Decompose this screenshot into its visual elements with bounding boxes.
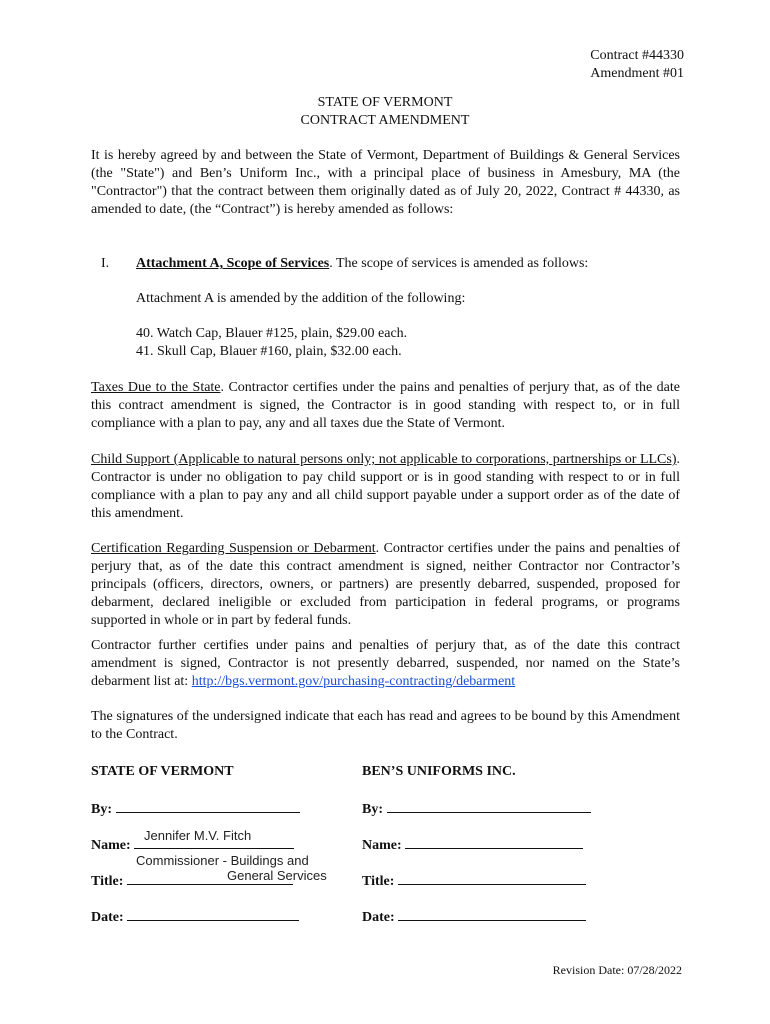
right-by-row [362, 798, 591, 819]
right-name-label: Name: [362, 838, 402, 853]
revision-date: Revision Date: 07/28/2022 [552, 963, 682, 977]
section-lead: Attachment A is amended by the addition of the following: [136, 291, 466, 306]
left-date-line[interactable] [127, 906, 299, 921]
intro-paragraph: It is hereby agreed by and between the State of Vermont, Department of Buildings & General Services (the "State") and Ben’s Uniform Inc., with a principal place of business in Amesbury, MA (the "Contractor") that the contract between them originally dated as of July 20, 2022, Contract # 44330, as amended to date, (the “Contract”) is hereby amended as follows: [91, 148, 680, 217]
child-support-paragraph [91, 451, 680, 523]
child-support-body: . Contractor is under no obligation to pay child support or is in good standing with respect to or in full compliance with a plan to pay any and all child support payable under a support order as of the date of this amendment. [91, 452, 680, 521]
contract-number: Contract #44330 [590, 48, 684, 63]
child-support-heading: Child Support (Applicable to natural persons only; not applicable to corporations, partnerships or LLCs) [91, 452, 677, 467]
further-body: Contractor further certifies under pains and penalties of perjury that, as of the date this contract amendment is signed, Contractor is not presently debarred, suspended, nor named on the State’s debarment list at: [91, 638, 680, 689]
title-line-2: CONTRACT AMENDMENT [300, 113, 470, 128]
right-by-signature-line[interactable] [387, 798, 591, 813]
left-name-label: Name: [91, 838, 131, 853]
line-item-41: 41. Skull Cap, Blauer #160, plain, $32.00 each. [136, 344, 402, 359]
certification-paragraph [91, 540, 680, 630]
document-title [0, 94, 770, 130]
certification-body: . Contractor certifies under the pains and penalties of perjury that, as of the date this contract amendment is signed, neither Contractor nor Contractor’s principals (officers, directors, owners, or partners) are presently debarred, suspended, proposed for debarment, declared ineligible or excluded from participation in federal programs, or programs supported in whole or in part by federal funds. [91, 541, 680, 628]
left-name-value: Jennifer M.V. Fitch [144, 828, 252, 843]
right-date-row [362, 906, 586, 927]
right-date-line[interactable] [398, 906, 586, 921]
left-by-label: By: [91, 802, 112, 817]
left-title-line[interactable] [127, 870, 293, 885]
certification-heading: Certification Regarding Suspension or Debarment [91, 541, 376, 556]
line-item-40: 40. Watch Cap, Blauer #125, plain, $29.00 each. [136, 326, 408, 341]
party-state-of-vermont: STATE OF VERMONT [91, 764, 234, 779]
left-title-label: Title: [91, 874, 124, 889]
taxes-heading: Taxes Due to the State [91, 380, 221, 395]
left-date-label: Date: [91, 910, 124, 925]
right-name-row [362, 834, 583, 855]
left-by-signature-line[interactable] [116, 798, 300, 813]
taxes-paragraph [91, 379, 680, 433]
left-title-value-line1: Commissioner - Buildings and [136, 853, 309, 868]
section-numeral: I. [101, 256, 110, 271]
section-heading-tail: . The scope of services is amended as follows: [329, 256, 589, 271]
right-date-label: Date: [362, 910, 395, 925]
right-title-label: Title: [362, 874, 395, 889]
right-by-label: By: [362, 802, 383, 817]
section-heading: Attachment A, Scope of Services [136, 256, 330, 271]
debarment-link[interactable]: http://bgs.vermont.gov/purchasing-contracting/debarment [191, 674, 516, 689]
right-title-row [362, 870, 586, 891]
contract-header [590, 47, 684, 83]
party-bens-uniforms: BEN’S UNIFORMS INC. [362, 764, 516, 779]
right-title-line[interactable] [398, 870, 586, 885]
title-line-1: STATE OF VERMONT [317, 95, 453, 110]
left-title-row [91, 870, 293, 891]
left-title-value-line2: General Services [227, 868, 327, 883]
taxes-body: . Contractor certifies under the pains and penalties of perjury that, as of the date this contract amendment is signed, the Contractor is in good standing with respect to, or in full compliance with a plan to pay, any and all taxes due the State of Vermont. [91, 380, 680, 431]
right-name-line[interactable] [405, 834, 583, 849]
left-by-row [91, 798, 300, 819]
amendment-number: Amendment #01 [590, 66, 684, 81]
signatures-intro: The signatures of the undersigned indicate that each has read and agrees to be bound by this Amendment to the Contract. [91, 709, 680, 742]
further-certification-paragraph [91, 637, 680, 691]
section-heading-line [136, 255, 681, 273]
left-date-row [91, 906, 299, 927]
